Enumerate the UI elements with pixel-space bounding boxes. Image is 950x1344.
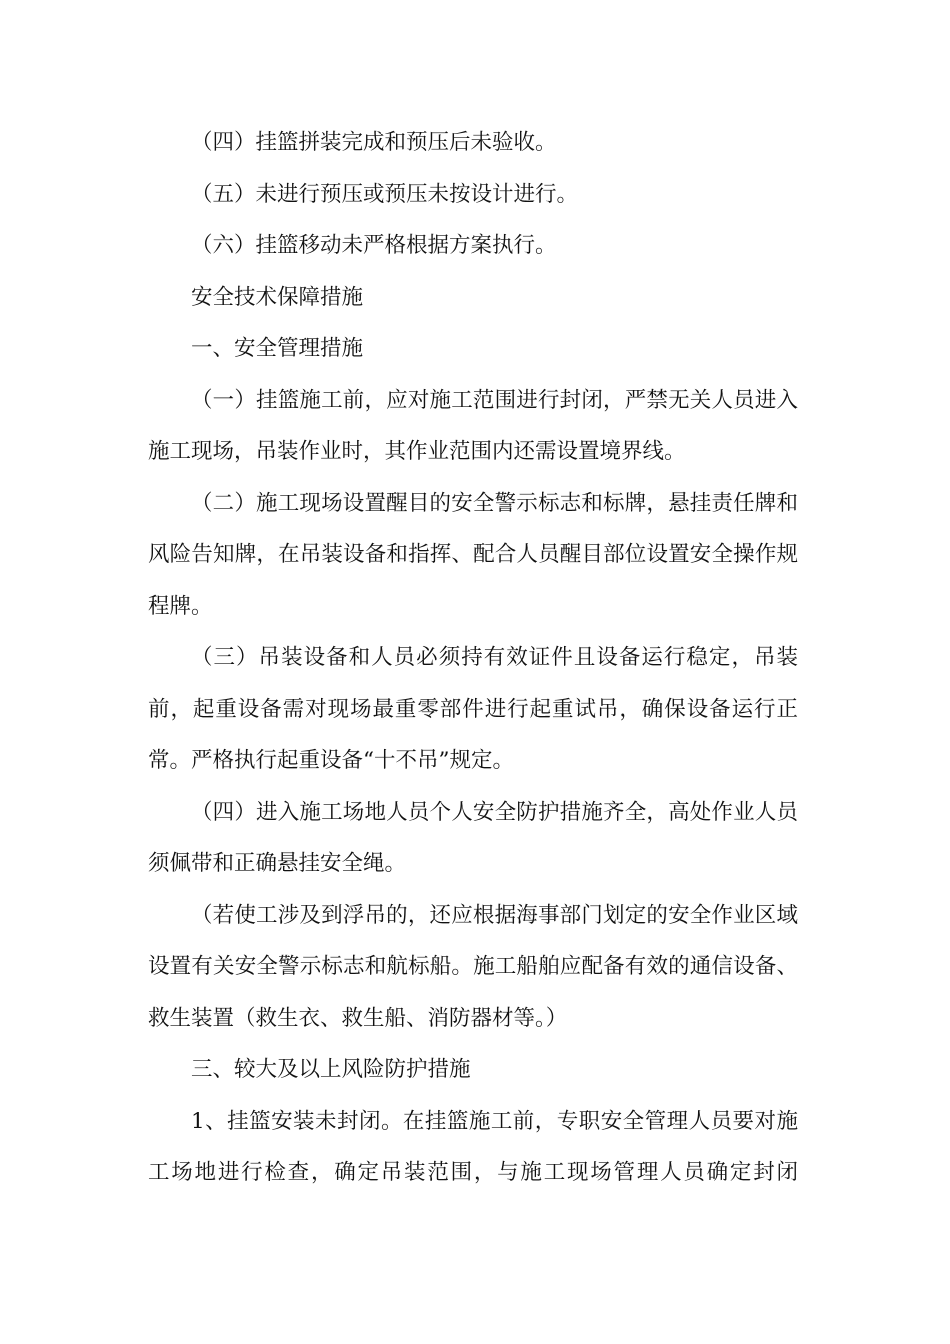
paragraph-risk-1: 1、挂篮安装未封闭。在挂篮施工前，专职安全管理人员要对施工场地进行检查，确定吊装范围，与施工现场管理人员确定封闭 — [148, 1108, 798, 1185]
section-heading-major-risk: 三、较大及以上风险防护措施 — [191, 1057, 471, 1082]
paragraph-measure-4: （四）进入施工场地人员个人安全防护措施齐全，高处作业人员须佩带和正确悬挂安全绳。 — [148, 799, 798, 876]
paragraph-item-4: （四）挂篮拼装完成和预压后未验收。 — [191, 130, 557, 155]
document-body — [148, 117, 798, 1199]
paragraph-item-6: （六）挂篮移动未严格根据方案执行。 — [191, 233, 557, 258]
paragraph-measure-3: （三）吊装设备和人员必须持有效证件且设备运行稳定，吊装前，起重设备需对现场最重零部件进行起重试吊，确保设备运行正常。严格执行起重设备“十不吊”规定。 — [148, 645, 798, 773]
section-heading-management: 一、安全管理措施 — [191, 336, 364, 361]
paragraph-floating-crane-note: （若使工涉及到浮吊的，还应根据海事部门划定的安全作业区域设置有关安全警示标志和航标船。施工船舶应配备有效的通信设备、救生装置（救生衣、救生船、消防器材等。） — [148, 902, 798, 1031]
section-heading-safety-measures: 安全技术保障措施 — [191, 284, 364, 310]
paragraph-measure-2: （二）施工现场设置醒目的安全警示标志和标牌，悬挂责任牌和风险告知牌，在吊装设备和指挥、配合人员醒目部位设置安全操作规程牌。 — [148, 490, 798, 619]
paragraph-item-5: （五）未进行预压或预压未按设计进行。 — [191, 181, 579, 207]
paragraph-measure-1: （一）挂篮施工前，应对施工范围进行封闭，严禁无关人员进入施工现场，吊装作业时，其作业范围内还需设置境界线。 — [148, 387, 798, 464]
